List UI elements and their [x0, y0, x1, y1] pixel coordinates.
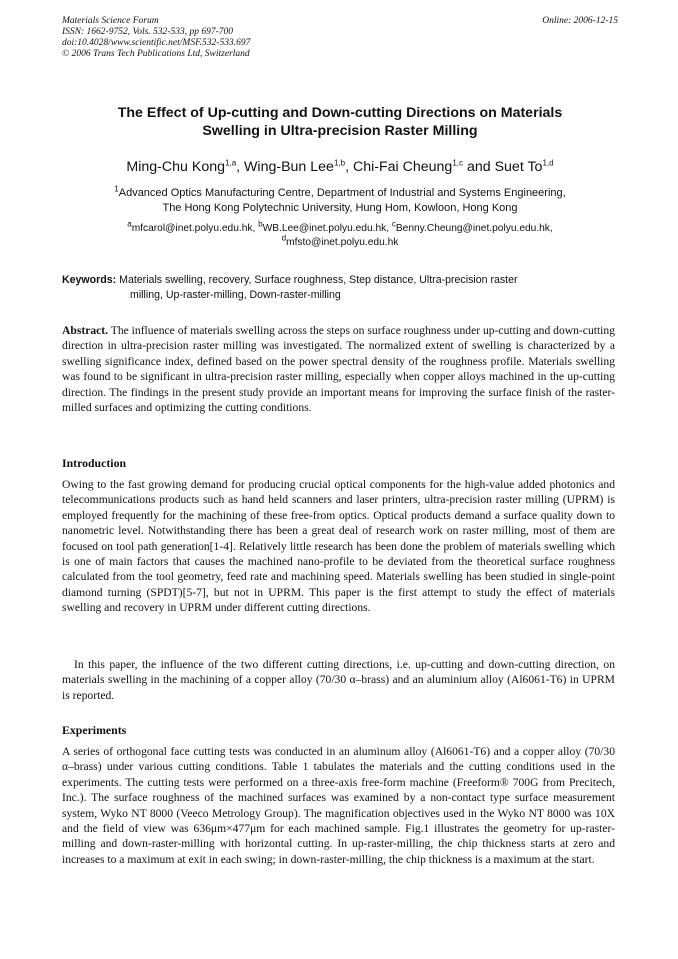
journal-issn: ISSN: 1662-9752, Vols. 532-533, pp 697-700 [62, 27, 233, 37]
email-d: mfsto@inet.polyu.edu.hk [286, 237, 399, 248]
introduction-heading: Introduction [62, 456, 127, 470]
author-and: and [466, 159, 491, 175]
author-list: Ming-Chu Kong$^{1,a}$, Wing-Bun Lee$^{1,b}$, Chi-Fai Cheung$^{1,c}$ and Suet To$^{1,d}$ [126, 158, 554, 175]
author-4-affil: 1,d [542, 158, 554, 168]
journal-doi: doi:10.4028/www.scientific.net/MSF.532-533.697 [62, 38, 251, 48]
email-a-sup: a [127, 219, 132, 229]
affiliation-sup: 1 [114, 184, 119, 194]
keywords-label: Keywords: [62, 274, 117, 286]
introduction-paragraph-2: In this paper, the influence of the two different cutting directions, i.e. up-cutting and down-cutting direction, on materials swelling in the machining of a copper alloy (70/30 α–brass) and an aluminium alloy (Al6061-T6) in UPRM is reported. [62, 658, 615, 702]
affiliation-line-2: The Hong Kong Polytechnic University, Hung Hom, Kowloon, Hong Kong [162, 202, 518, 214]
affiliation [62, 186, 618, 216]
title-line-2: Swelling in Ultra-precision Raster Milling [202, 123, 478, 139]
introduction-paragraph-1: Owing to the fast growing demand for producing crucial optical components for the high-value added photonics and telecommunications products such as hand held scanners and laser printers, ultra-precision raster milling (UPRM) is employed frequently for the machining of these free-from optics. Optical products demand a surface quality down to nanometric level. Notwithstanding there has been a great deal of research work on raster milling, most of them are focused on tool path generation[1-4]. Relatively little research has been done the problem of materials swelling which is one of main factors that causes the machined nano-profile to be deviated from the theoretical surface roughness calculated from the tool geometry, feed rate and machining speed. Materials swelling has been studied in single-point diamond turning (SPDT)[5-7], but not in UPRM. This paper is the first attempt to study the effect of materials swelling and recovery in UPRM under different cutting directions. [62, 478, 615, 615]
journal-name: Materials Science Forum [62, 16, 159, 26]
experiments-heading: Experiments [62, 723, 127, 737]
author-3-affil: 1,c [452, 158, 463, 168]
online-date: Online: 2006-12-15 [542, 16, 618, 26]
email-b-sup: b [258, 219, 263, 229]
author-1: Ming-Chu Kong [126, 159, 226, 175]
author-4: Suet To [494, 159, 543, 175]
journal-copyright: © 2006 Trans Tech Publications Ltd, Switzerland [62, 49, 250, 59]
author-emails [62, 219, 618, 250]
email-c: Benny.Cheung@inet.polyu.edu.hk, [395, 223, 553, 234]
keywords [62, 273, 618, 303]
keywords-line-2: milling, Up-raster-milling, Down-raster-milling [130, 289, 341, 301]
author-2-affil: 1,b [333, 158, 346, 168]
affiliation-line-1: Advanced Optics Manufacturing Centre, Department of Industrial and Systems Engineering, [118, 187, 566, 199]
abstract-label: Abstract. [62, 324, 109, 337]
email-d-sup: d [281, 233, 287, 243]
keywords-line-1: Materials swelling, recovery, Surface roughness, Step distance, Ultra-precision raster [119, 274, 518, 286]
title-line-1: The Effect of Up-cutting and Down-cutting Directions on Materials [117, 105, 563, 121]
abstract [62, 323, 615, 415]
journal-header [62, 16, 618, 60]
author-3: Chi-Fai Cheung [352, 159, 453, 175]
experiments-paragraph-1: A series of orthogonal face cutting tests was conducted in an aluminum alloy (Al6061-T6) and a copper alloy (70/30 α–brass) under various cutting conditions. Table 1 tabulates the materials and the cutting conditions used in the experiments. The cutting tests were performed on a three-axis free-form machine (Freeform® 700G from Precitech, Inc.). The surface roughness of the machined surfaces was examined by a non-contact type surface measurement system, Wyko NT 8000 (Veeco Metrology Group). The magnification objectives used in the Wyko NT 8000 was 10X and the field of view was 636μm×477μm for each machined sample. Fig.1 illustrates the geometry for up-raster-milling and down-raster-milling with horizontal cutting. In up-raster-milling, the chip thickness starts at zero and increases to a maximum at exit in each swing; in down-raster-milling, the chip thickness is a maximum at the start. [62, 745, 615, 866]
email-b: WB.Lee@inet.polyu.edu.hk, [262, 223, 390, 234]
email-a: mfcarol@inet.polyu.edu.hk, [131, 223, 256, 234]
abstract-text: The influence of materials swelling across the steps on surface roughness under up-cutting and down-cutting direction in ultra-precision raster milling was investigated. The normalized extent of swelling is characterized by a swelling significance index, defined based on the power spectral density of the roughness profile. Materials swelling was found to be significant in ultra-precision raster milling, especially when copper alloys machined in the up-cutting direction. The findings in the present study provide an important means for improving the surface finish of the raster-milled surfaces and optimizing the cutting conditions. [62, 324, 615, 415]
paper-title [62, 104, 618, 140]
author-1-affil: 1,a [225, 158, 237, 168]
email-c-sup: c [391, 219, 396, 229]
author-2: Wing-Bun Lee [244, 159, 334, 175]
